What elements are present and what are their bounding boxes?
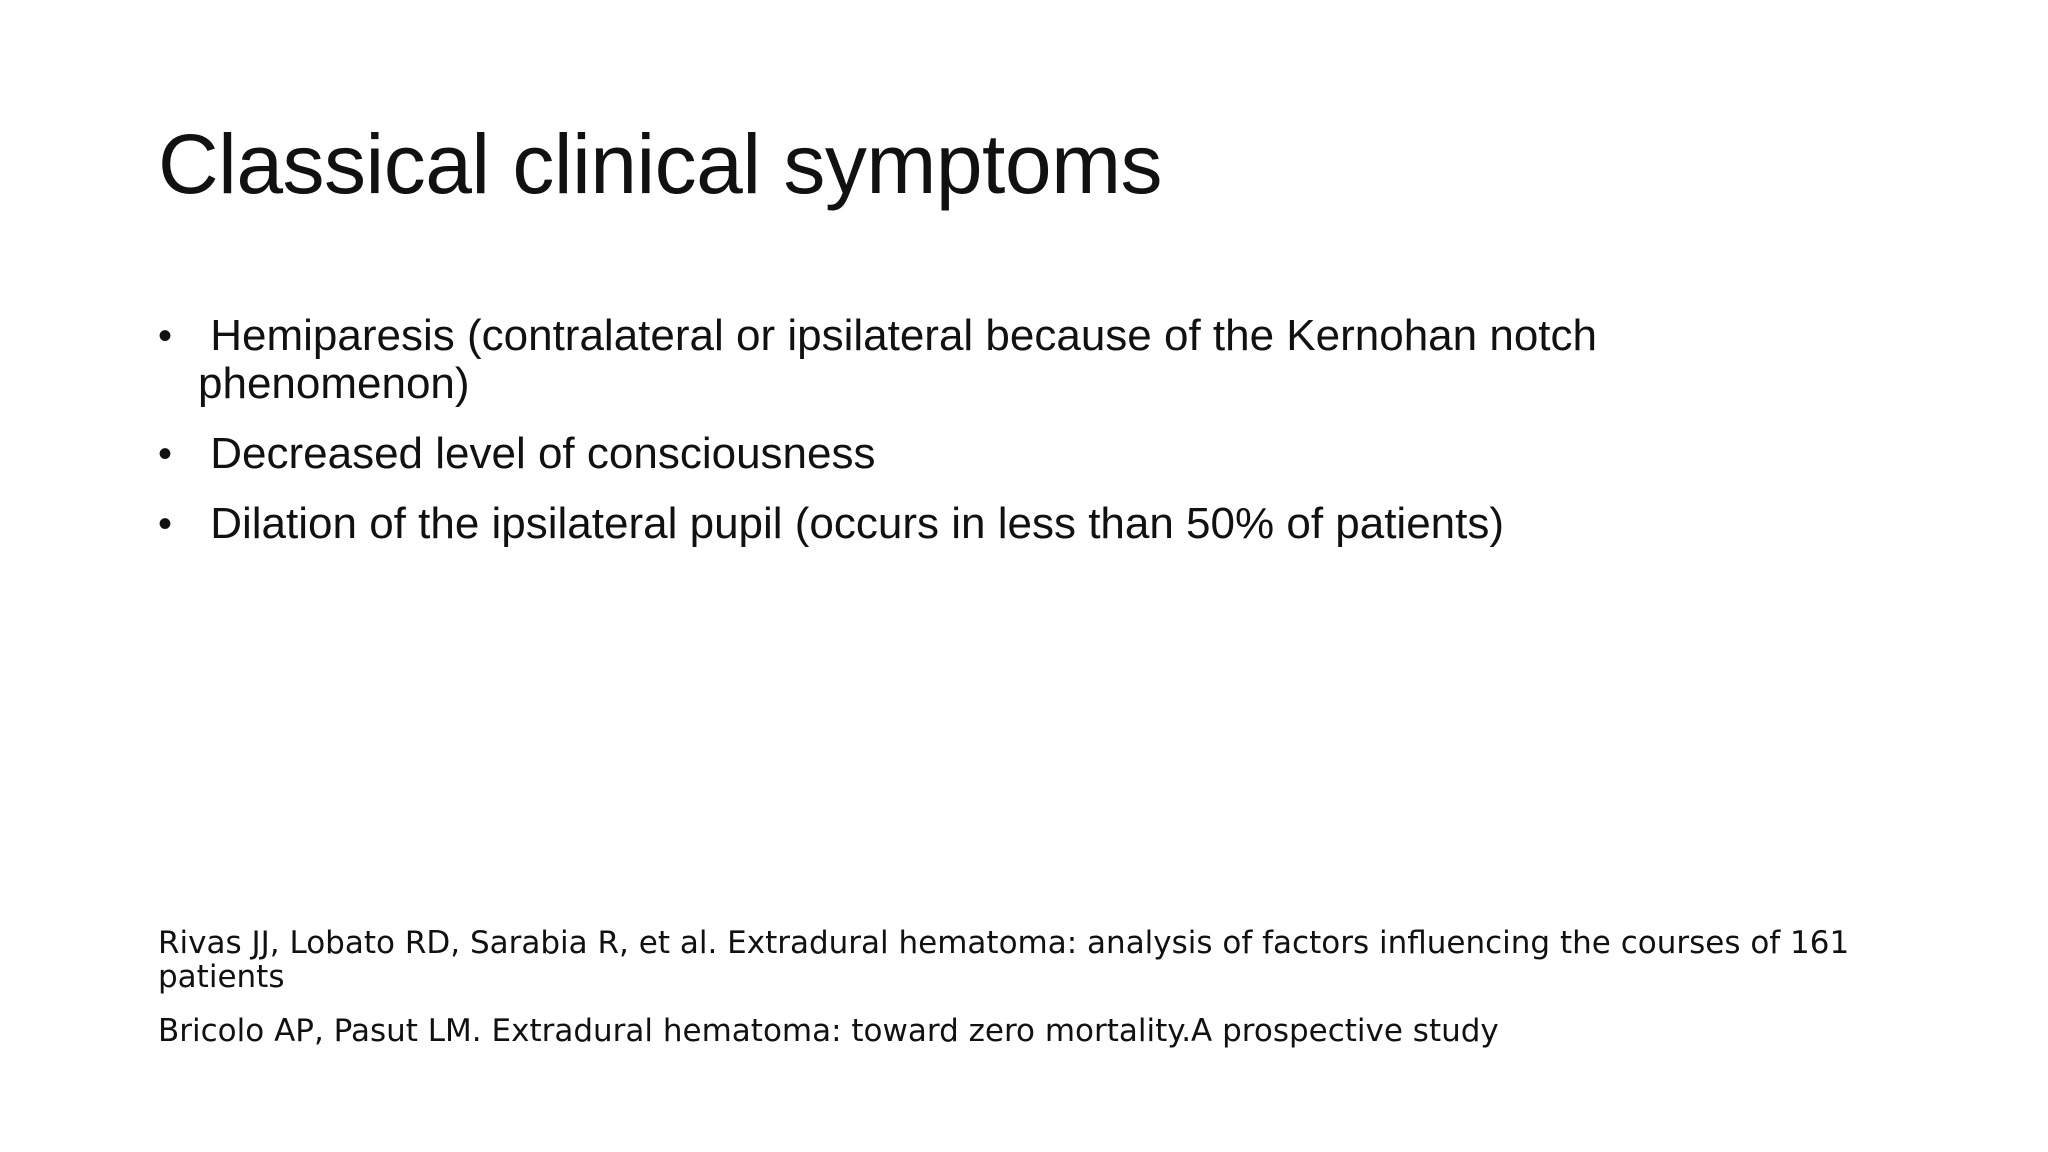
bullet-icon: • — [158, 314, 173, 358]
bullet-list — [158, 312, 1798, 570]
reference-item: Bricolo AP, Pasut LM. Extradural hematoma: toward zero mortality.A prospective study — [158, 1013, 1499, 1049]
slide-title: Classical clinical symptoms — [158, 117, 1163, 211]
bullet-text: Hemiparesis (contralateral or ipsilateral because of the Kernohan notch phenomenon) — [198, 311, 1597, 408]
bullet-icon: • — [158, 502, 173, 546]
bullet-item — [158, 430, 1798, 478]
bullet-item — [158, 312, 1798, 408]
references — [158, 926, 1898, 1068]
bullet-item — [158, 500, 1798, 548]
bullet-text: Decreased level of consciousness — [198, 429, 876, 478]
reference-item: Rivas JJ, Lobato RD, Sarabia R, et al. Extradural hematoma: analysis of factors influencing the courses of 161 patients — [158, 925, 1850, 995]
bullet-text: Dilation of the ipsilateral pupil (occurs in less than 50% of patients) — [198, 499, 1505, 548]
bullet-icon: • — [158, 432, 173, 476]
